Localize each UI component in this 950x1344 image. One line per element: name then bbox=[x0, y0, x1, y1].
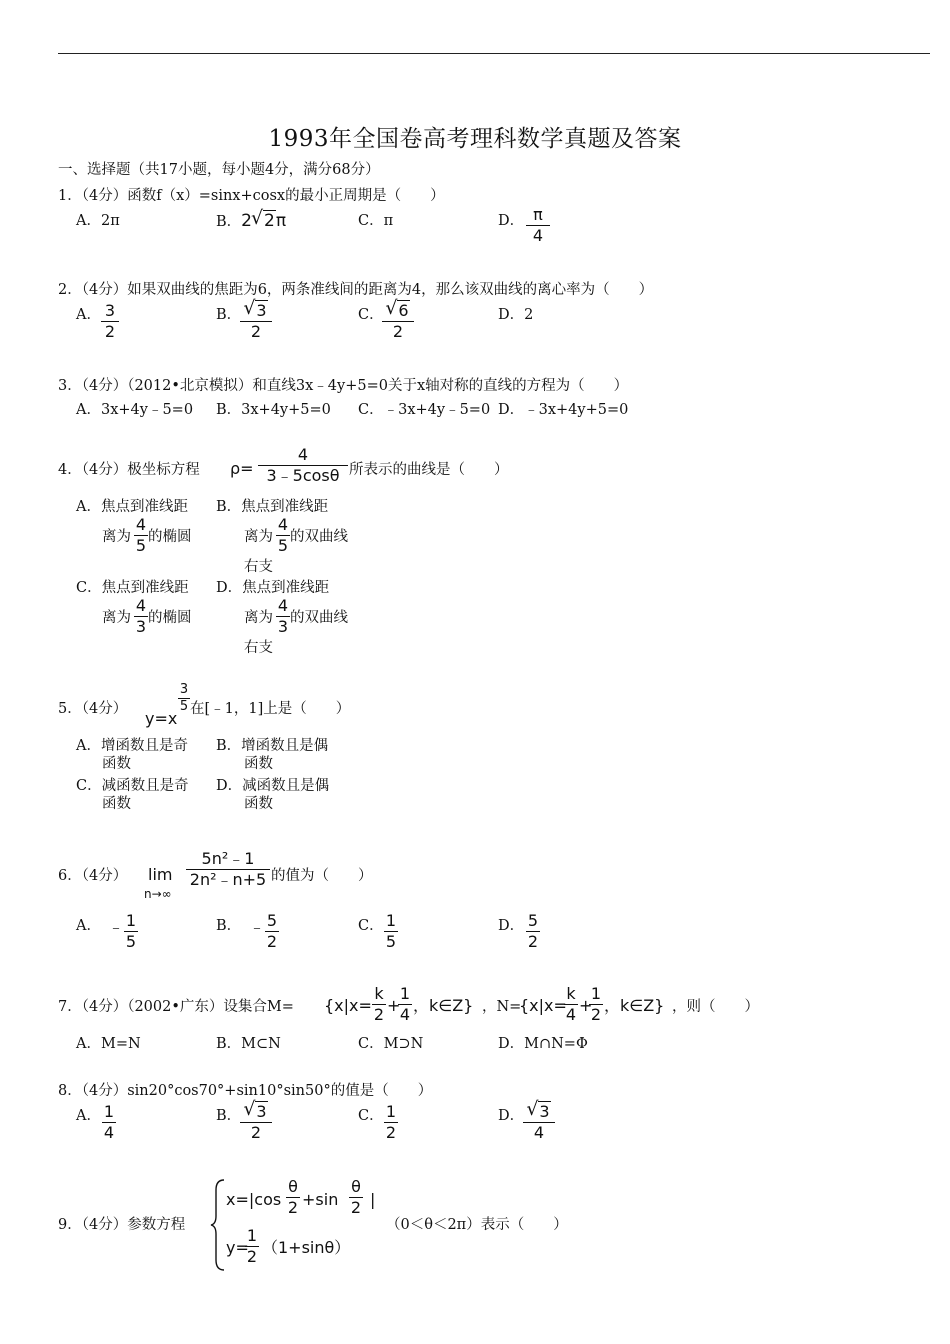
q6-option-c-fraction: 1 5 bbox=[385, 911, 397, 951]
q7-set-m-end: ，k∈Z} bbox=[413, 996, 474, 1015]
q6-lim: lim bbox=[148, 865, 173, 884]
q9-prefix: 9．（4分）参数方程 bbox=[58, 1217, 186, 1233]
q2-option-b-fraction: √ 3 2 bbox=[240, 302, 272, 341]
q9-y-end: （1+sinθ） bbox=[262, 1238, 351, 1257]
q6-option-a-sign: ﹣ bbox=[108, 917, 125, 936]
q1-option-c: C．π bbox=[358, 213, 394, 229]
q5-option-a-line2: 函数 bbox=[102, 756, 131, 772]
q4-option-c-line1: C．焦点到准线距 bbox=[76, 580, 189, 596]
q7-set-n-plus: + bbox=[579, 996, 593, 1015]
q6-option-a-label: A． bbox=[76, 918, 101, 934]
q9-x-end: | bbox=[370, 1190, 376, 1209]
q6-option-d-label: D． bbox=[498, 918, 525, 934]
q3-stem: 3．（4分）（2012•北京模拟）和直线3x﹣4y+5=0关于x轴对称的直线的方程为（ ） bbox=[58, 378, 629, 394]
q7-set-m-const-fraction: 1 4 bbox=[399, 984, 411, 1024]
q7-set-n-end: ，k∈Z} bbox=[604, 996, 665, 1015]
q4-option-c-line2b: 的椭圆 bbox=[148, 610, 192, 626]
q7-suffix: ，则（ ） bbox=[672, 999, 759, 1015]
header-rule bbox=[58, 53, 930, 54]
q7-mid: ，N= bbox=[482, 999, 522, 1015]
q4-option-d-line1: D．焦点到准线距 bbox=[216, 580, 330, 596]
q8-option-a-label: A． bbox=[76, 1108, 101, 1124]
q1-option-d-fraction: π 4 bbox=[526, 206, 550, 245]
q5-suffix: 在[﹣1，1]上是（ ） bbox=[190, 701, 351, 717]
q4-suffix: 所表示的曲线是（ ） bbox=[349, 462, 509, 478]
q7-option-b: B．M⊂N bbox=[216, 1036, 281, 1052]
q4-option-b-line2a: 离为 bbox=[244, 529, 273, 545]
q6-option-a-fraction: 1 5 bbox=[125, 911, 137, 951]
q5-option-c-line2: 函数 bbox=[102, 796, 131, 812]
q8-option-d-fraction: √ 3 4 bbox=[523, 1103, 555, 1142]
q7-option-d: D．M∩N=Φ bbox=[498, 1036, 588, 1052]
q6-option-d-fraction: 5 2 bbox=[527, 911, 539, 951]
q9-x-theta-fraction-2: θ 2 bbox=[350, 1177, 362, 1217]
q8-stem: 8．（4分）sin20°cos70°+sin10°sin50°的值是（ ） bbox=[58, 1083, 433, 1099]
q4-option-a-line1: A．焦点到准线距 bbox=[76, 499, 188, 515]
q8-option-c-fraction: 1 2 bbox=[385, 1102, 397, 1142]
q6-limit-fraction: 5n²﹣1 2n²﹣n+5 bbox=[186, 850, 270, 889]
q8-option-b-fraction: √ 3 2 bbox=[240, 1103, 272, 1142]
q1-option-a: A．2π bbox=[76, 213, 120, 229]
q3-option-d: D．﹣3x+4y+5=0 bbox=[498, 402, 629, 418]
q7-set-n-const-fraction: 1 2 bbox=[590, 984, 602, 1024]
q4-option-c-line2a: 离为 bbox=[102, 610, 131, 626]
q7-set-m-k-fraction: k 2 bbox=[373, 984, 385, 1024]
q4-option-b-fraction: 4 5 bbox=[277, 515, 289, 555]
q5-function: y=x bbox=[145, 709, 178, 728]
q6-option-b-label: B． bbox=[216, 918, 242, 934]
q6-prefix: 6．（4分） bbox=[58, 868, 128, 884]
q5-exponent: 3 5 bbox=[179, 682, 189, 714]
q6-lim-subscript: n→∞ bbox=[144, 887, 172, 901]
q8-option-a-fraction: 1 4 bbox=[103, 1102, 115, 1142]
q7-set-m-start: {x|x= bbox=[324, 996, 372, 1015]
q7-option-c: C．M⊃N bbox=[358, 1036, 424, 1052]
q9-y-half-fraction: 1 2 bbox=[246, 1226, 258, 1266]
q2-option-b-label: B． bbox=[216, 307, 242, 323]
q1-option-d-label: D． bbox=[498, 213, 525, 229]
section-heading: 一、选择题（共17小题，每小题4分，满分68分） bbox=[58, 162, 380, 178]
q1-stem: 1．（4分）函数f（x）=sinx+cosx的最小正周期是（ ） bbox=[58, 188, 445, 204]
q3-option-b: B．3x+4y+5=0 bbox=[216, 402, 331, 418]
q4-rho: ρ= bbox=[230, 459, 254, 478]
q7-prefix: 7．（4分）（2002•广东）设集合M= bbox=[58, 999, 294, 1015]
q5-option-d-line1: D．减函数且是偶 bbox=[216, 778, 330, 794]
q6-option-b-sign: ﹣ bbox=[249, 917, 266, 936]
q5-option-b-line2: 函数 bbox=[244, 756, 273, 772]
q9-left-brace bbox=[210, 1178, 226, 1272]
q4-option-a-fraction: 4 5 bbox=[135, 515, 147, 555]
page-title: 1993年全国卷高考理科数学真题及答案 bbox=[268, 126, 682, 152]
q4-option-a-line2a: 离为 bbox=[102, 529, 131, 545]
q4-option-d-line3: 右支 bbox=[244, 640, 273, 656]
q6-suffix: 的值为（ ） bbox=[271, 868, 373, 884]
q2-option-a-fraction: 3 2 bbox=[101, 302, 119, 341]
q5-option-c-line1: C．减函数且是奇 bbox=[76, 778, 189, 794]
q7-set-n-start: {x|x= bbox=[519, 996, 567, 1015]
q7-option-a: A．M=N bbox=[76, 1036, 141, 1052]
q5-option-a-line1: A．增函数且是奇 bbox=[76, 738, 188, 754]
q4-option-a-line2b: 的椭圆 bbox=[148, 529, 192, 545]
q5-prefix: 5．（4分） bbox=[58, 701, 128, 717]
q2-option-c-label: C． bbox=[358, 307, 384, 323]
q4-option-b-line1: B．焦点到准线距 bbox=[216, 499, 329, 515]
q4-option-d-fraction: 4 3 bbox=[277, 596, 289, 636]
q2-option-d: D．2 bbox=[498, 307, 534, 323]
q4-prefix: 4．（4分）极坐标方程 bbox=[58, 462, 200, 478]
q9-y-start: y= bbox=[226, 1238, 249, 1257]
q4-option-c-fraction: 4 3 bbox=[135, 596, 147, 636]
q2-stem: 2．（4分）如果双曲线的焦距为6，两条准线间的距离为4，那么该双曲线的离心率为（ ） bbox=[58, 282, 654, 298]
q5-option-d-line2: 函数 bbox=[244, 796, 273, 812]
q9-x-start: x=|cos bbox=[226, 1190, 282, 1209]
q7-set-n-k-fraction: k 4 bbox=[565, 984, 577, 1024]
q6-option-c-label: C． bbox=[358, 918, 384, 934]
q9-x-theta-fraction-1: θ 2 bbox=[287, 1177, 299, 1217]
q2-option-c-fraction: √ 6 2 bbox=[382, 302, 414, 341]
q8-option-b-label: B． bbox=[216, 1108, 242, 1124]
q4-option-b-line3: 右支 bbox=[244, 559, 273, 575]
q4-equation-fraction: 4 3﹣5cosθ bbox=[258, 446, 348, 485]
q9-x-mid: +sin bbox=[302, 1190, 339, 1209]
q3-option-a: A．3x+4y﹣5=0 bbox=[76, 402, 194, 418]
q8-option-c-label: C． bbox=[358, 1108, 384, 1124]
q9-suffix: （0＜θ＜2π）表示（ ） bbox=[386, 1217, 568, 1233]
q6-option-b-fraction: 5 2 bbox=[266, 911, 278, 951]
q3-option-c: C．﹣3x+4y﹣5=0 bbox=[358, 402, 491, 418]
q4-option-b-line2b: 的双曲线 bbox=[290, 529, 348, 545]
q1-option-b: B．2√ 2π bbox=[216, 211, 286, 232]
q2-option-a-label: A． bbox=[76, 307, 101, 323]
q4-option-d-line2a: 离为 bbox=[244, 610, 273, 626]
q5-option-b-line1: B．增函数且是偶 bbox=[216, 738, 329, 754]
q7-set-m-plus: + bbox=[387, 996, 401, 1015]
q8-option-d-label: D． bbox=[498, 1108, 525, 1124]
q4-option-d-line2b: 的双曲线 bbox=[290, 610, 348, 626]
